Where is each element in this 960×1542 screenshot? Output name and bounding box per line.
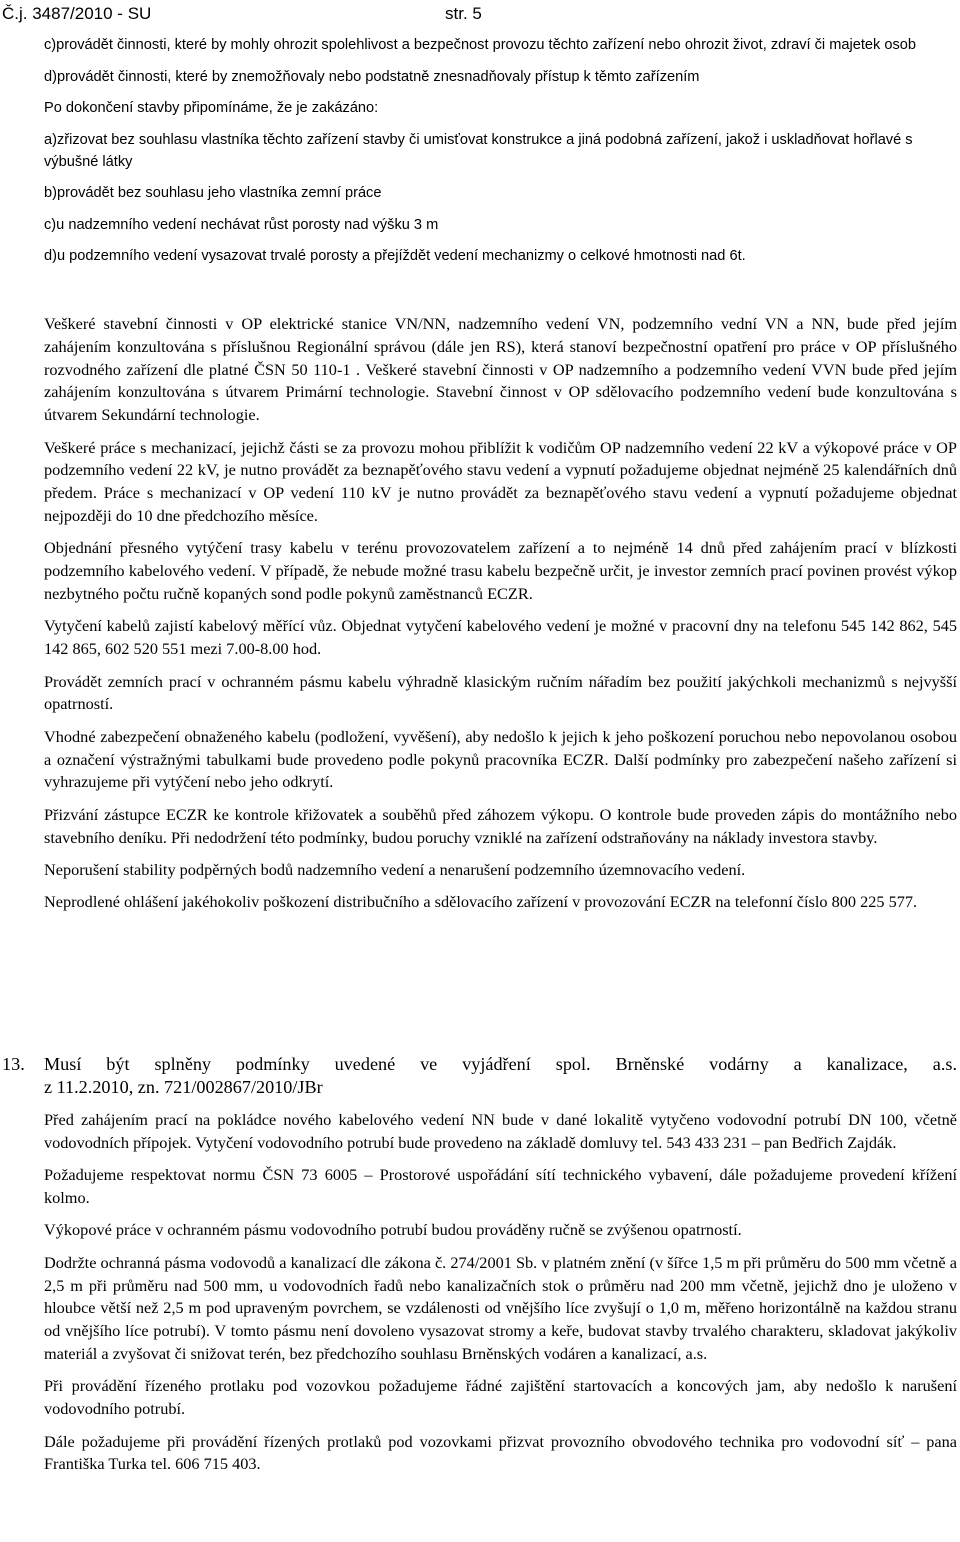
page-number: str. 5: [445, 4, 482, 23]
document-reference: Č.j. 3487/2010 - SU: [2, 4, 152, 23]
condition-d: d)provádět činnosti, které by znemožňovaly nebo podstatně znesnadňovaly přístup k těmto zařízením: [44, 68, 700, 85]
after-completion-heading: Po dokončení stavby připomínáme, že je zakázáno:: [44, 100, 379, 116]
paragraph-manual-digging: Provádět zemních prací v ochranném pásmu kabelu výhradně klasickým ručním nářadím bez použití jakýchkoli mechanizmů s nejvyšší opatrností.: [44, 671, 957, 714]
water-utility-conditions: [44, 1109, 957, 1486]
eczr-conditions: [44, 313, 957, 924]
page-header: [0, 4, 960, 26]
prohibition-a: a)zřizovat bez souhlasu vlastníka těchto zařízení stavby či umisťovat konstrukce a jiná podobná zařízení, jakož i uskladňovat hořlavé s výbušné látky: [44, 131, 913, 170]
item-13-line-2: z 11.2.2010, zn. 721/002867/2010/JBr: [44, 1077, 323, 1097]
paragraph-directional-drilling: Při provádění řízeného protlaku pod vozovkou požadujeme řádné zajištění startovacích a koncových jam, aby nedošlo k narušení vodovodního potrubí.: [44, 1376, 957, 1419]
paragraph-standard-csn: Požadujeme respektovat normu ČSN 73 6005 – Prostorové uspořádání sítí technického vybavení, dále požadujeme provedení křížení kolmo.: [44, 1165, 957, 1207]
paragraph-technician: Dále požadujeme při provádění řízených protlaků pod vozovkami přizvat provozního obvodového technika pro vodovodní síť – pana Františka Turka tel. 606 715 403.: [44, 1431, 957, 1474]
paragraph-mechanization-outage: Veškeré práce s mechanizací, jejichž části se za provozu mohou přiblížit k vodičům OP nadzemního vedení 22 kV a výkopové práce v OP podzemního vedení 22 kV, je nutno provádět za beznapěťového stavu vedení a vypnutí požadujeme objednat nejméně 25 kalendářních dnů předem. Práce s mechanizací v OP vedení 110 kV je nutno provádět za beznapěťového stavu vedení a vypnutí požadujeme objednat nejpozději do 10 dne předchozího měsíce.: [44, 437, 957, 525]
paragraph-protection-zones: Dodržte ochranná pásma vodovodů a kanalizací dle zákona č. 274/2001 Sb. v platném znění (v šířce 1,5 m při průměru do 500 mm včetně a 2,5 m při průměru nad 500 mm, u vodovodních řadů nebo kanalizačních stok o průměru nad 200 mm včetně, jejichž dno je uloženo v hloubce větší než 2,5 m pod upraveným povrchem, se vzdálenosti od vnějšího líce zvyšují o 1,0 m, měřeno horizontálně na každou stranu od vnějšího líce potrubí). V tomto pásmu není dovoleno vysazovat stromy a keře, budovat stavby trvalého charakteru, skladovat jakýkoliv materiál a zvyšovat či snižovat terén, bez předchozího souhlasu Brněnských vodáren a kanalizací, a.s.: [44, 1252, 957, 1363]
paragraph-damage-reporting: Neprodlené ohlášení jakéhokoliv poškození distribučního a sdělovacího zařízení v provozování ECZR na telefonní číslo 800 225 577.: [44, 892, 918, 912]
paragraph-pipe-marking: Před zahájením prací na pokládce nového kabelového vedení NN bude v dané lokalitě vytyčeno vodovodní potrubí DN 100, včetně vodovodních přípojek. Vytyčení vodovodního potrubí bude provedeno na základě domluvy tel. 543 433 231 – pan Bedřich Zajdák.: [44, 1110, 957, 1152]
prohibition-b: b)provádět bez souhlasu jeho vlastníka zemní práce: [44, 185, 382, 201]
item-number: 13.: [2, 1054, 25, 1074]
prohibition-d: d)u podzemního vedení vysazovat trvalé porosty a přejíždět vedení mechanizmy o celkové hmotnosti nad 6t.: [44, 248, 746, 264]
item-13-line-1: Musí být splněny podmínky uvedené ve vyjádření spol. Brněnské vodárny a kanalizace, a.s.: [44, 1054, 957, 1074]
prohibition-c: c)u nadzemního vedení nechávat růst porosty nad výšku 3 m: [44, 216, 439, 233]
paragraph-construction-consultation: Veškeré stavební činnosti v OP elektrické stanice VN/NN, nadzemního vedení VN, podzemního vední VN a NN, bude před jejím zahájením konzultována s příslušnou Regionální správou (dále jen RS), která stanoví bezpečnostní opatření pro práce v OP příslušného rozvodného zařízení dle platné ČSN 50 110-1 . Veškeré stavební činnosti v OP nadzemního a podzemního vedení VVN bude před jejím zahájením konzultována s útvarem Primární technologie. Stavební činnost v OP sdělovacího podzemního vedení bude konzultována s útvarem Sekundární technologie.: [44, 314, 957, 425]
condition-c: c)provádět činnosti, které by mohly ohrozit spolehlivost a bezpečnost provozu těchto zařízení nebo ohrozit život, zdraví či majetek osob: [44, 37, 917, 53]
paragraph-stability: Neporušení stability podpěrných bodů nadzemního vedení a nenarušení podzemního územnovacího vedení.: [44, 859, 746, 879]
item-13-heading: [44, 1053, 957, 1099]
paragraph-cable-route-marking: Objednání přesného vytýčení trasy kabelu v terénu provozovatelem zařízení a to nejméně 14 dnů před zahájením prací v blízkosti podzemního kabelového vedení. V případě, že nebude možné trasu kabelu bezpečně určit, je investor zemních prací povinen provést výkop nezbytného počtu ručně kopaných sond podle pokynů zaměstnanců ECZR.: [44, 538, 957, 603]
paragraph-measuring-vehicle: Vytyčení kabelů zajistí kabelový měřící vůz. Objednat vytyčení kabelového vedení je možné v pracovní dny na telefonu 545 142 862, 545 142 865, 602 520 551 mezi 7.00-8.00 hod.: [44, 616, 957, 659]
prohibited-activities-list: [44, 34, 960, 277]
paragraph-excavation: Výkopové práce v ochranném pásmu vodovodního potrubí budou prováděny ručně se zvýšenou opatrností.: [44, 1220, 742, 1240]
paragraph-crossing-inspection: Přizvání zástupce ECZR ke kontrole křižovatek a souběhů před záhozem výkopu. O kontrole bude proveden zápis do montážního nebo stavebního deníku. Při nedodržení této podmínky, budou poruchy vzniklé na zařízení odstraňovány na náklady investora stavby.: [44, 804, 957, 847]
paragraph-cable-protection: Vhodné zabezpečení obnaženého kabelu (podložení, vyvěšení), aby nedošlo k jejich k jeho poškození poruchou nebo nepovolanou osobou a označení výstražnými tabulkami bude provedeno podle pokynů pracovníka ECZR. Další podmínky pro zabezpečení našeho zařízení si vyhrazujeme při vytýčení nebo jeho odkrytí.: [44, 726, 957, 792]
